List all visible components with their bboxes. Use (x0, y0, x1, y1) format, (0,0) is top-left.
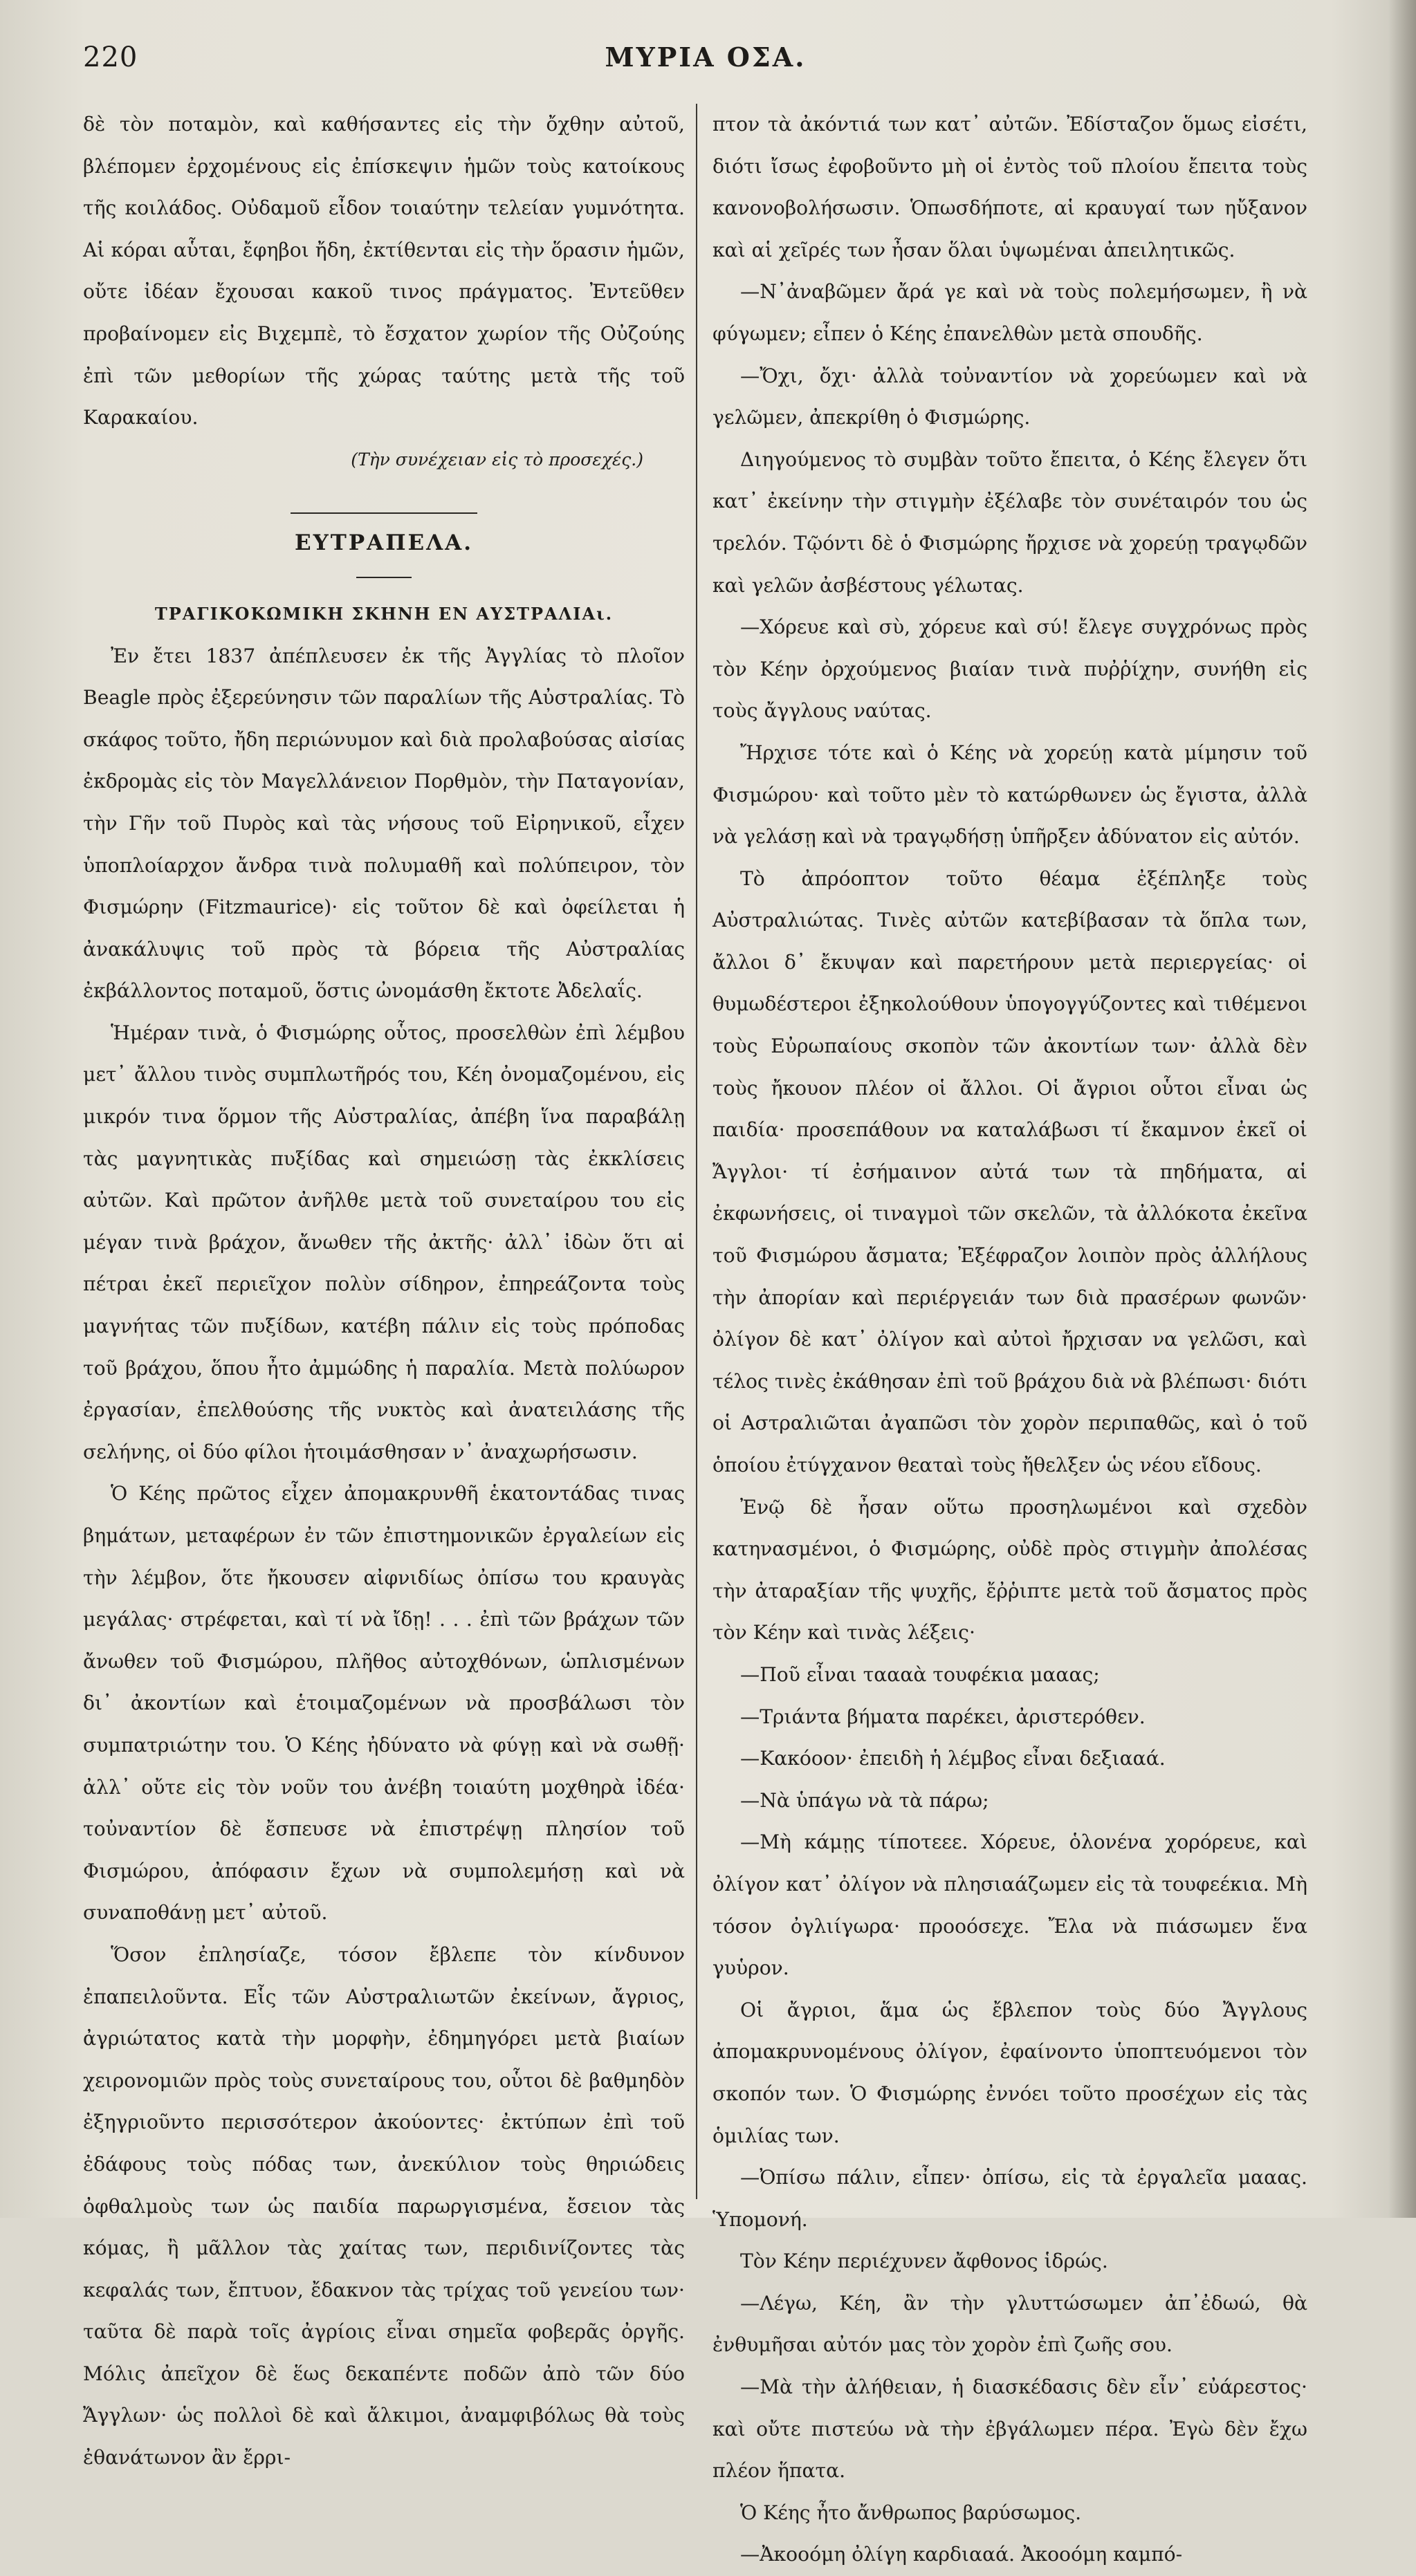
paragraph: —Ν᾽ἀναβῶμεν ἄρά γε καὶ νὰ τοὺς πολεμήσωμεν, ἢ νὰ φύγωμεν; εἶπεν ὁ Κέης ἐπανελθὼν μετὰ σπουδῆς. (712, 280, 1307, 345)
page-header (83, 41, 1328, 83)
dialogue-line: —Τριάντα βήματα παρέκει, ἀριστερόθεν. (740, 1705, 1146, 1728)
right-column (712, 104, 1307, 2576)
paragraph: δὲ τὸν ποταμὸν, καὶ καθήσαντες εἰς τὴν ὄχθην αὐτοῦ, βλέπομεν ἐρχομένους εἰς ἐπίσκεψιν ἡμῶν τοὺς κατοίκους τῆς κοιλάδος. Οὐδαμοῦ εἶδον τοιαύτην τελείαν γυμνότητα. Αἱ κόραι αὗται, ἔφηβοι ἤδη, ἐκτίθενται εἰς τὴν ὅρασιν ἡμῶν, οὔτε ἰδέαν ἔχουσαι κακοῦ τινος πράγματος. Ἐντεῦθεν προβαίνομεν εἰς Βιχεμπὲ, τὸ ἔσχατον χωρίον τῆς Οὐζούης ἐπὶ τῶν μεθορίων τῆς χώρας ταύτης μετὰ τῆς τοῦ Καρακαίου. (83, 113, 685, 429)
dialogue-line: —Ὀπίσω πάλιν, εἶπεν· ὀπίσω, εἰς τὰ ἐργαλεῖα μααας. Ὑπομονή. (712, 2166, 1307, 2231)
paragraph: Διηγούμενος τὸ συμβὰν τοῦτο ἔπειτα, ὁ Κέης ἔλεγεν ὅτι κατ᾽ ἐκείνην τὴν στιγμὴν ἐξέλαβε τὸν συνέταιρόν του ὡς τρελόν. Τῷόντι δὲ ὁ Φισμώρης ἤρχισε νὰ χορεύῃ τραγῳδῶν καὶ γελῶν ἀσβέστους γέλωτας. (712, 447, 1307, 597)
continued-note: (Τὴν συνέχειαν εἰς τὸ προσεχές.) (351, 449, 643, 470)
paragraph: Τὸ ἀπρόοπτον τοῦτο θέαμα ἐξέπληξε τοὺς Αὐστραλιώτας. Τινὲς αὐτῶν κατεβίβασαν τὰ ὅπλα των, ἄλλοι δ᾽ ἔκυψαν καὶ παρετήρουν μετὰ περιεργείας· οἱ θυμωδέστεροι ἐξηκολούθουν ὑπογογγύζοντες καὶ τιθέμενοι τοὺς Εὐρωπαίους σκοπὸν τῶν ἀκοντίων των· ἀλλὰ δὲν τοὺς ἤκουον πλέον οἱ ἄλλοι. Οἱ ἄγριοι οὗτοι εἶναι ὡς παιδία· προσεπάθουν να καταλάβωσι τί ἔκαμνον ἐκεῖ οἱ Ἄγγλοι· τί ἐσήμαινον αὐτά των τὰ πηδήματα, αἱ ἐκφωνήσεις, οἱ τιναγμοὶ τῶν σκελῶν, τὰ ἀλλόκοτα ἐκεῖνα τοῦ Φισμώρου ἄσματα; Ἐξέφραζον λοιπὸν πρὸς ἀλλήλους τὴν ἀπορίαν καὶ περιέργειάν των διὰ πρασέρων φωνῶν· ὀλίγον δὲ κατ᾽ ὀλίγον καὶ αὐτοὶ ἤρχισαν να γελῶσι, καὶ τέλος τινὲς ἐκάθησαν ἐπὶ τοῦ βράχου διὰ νὰ βλέπωσι· διότι οἱ Αστραλιῶται ἀγαπῶσι τὸν χορὸν περιπαθῶς, καὶ ὁ τοῦ ὁποίου ἐτύγχανον θεαταὶ τοὺς ἤθελξεν ὡς νέου εἴδους. (712, 867, 1307, 1476)
paragraph: —Ὄχι, ὄχι· ἀλλὰ τοὐναντίον νὰ χορεύωμεν καὶ νὰ γελῶμεν, ἀπεκρίθη ὁ Φισμώρης. (712, 364, 1307, 429)
paragraph: —Χόρευε καὶ σὺ, χόρευε καὶ σύ! ἔλεγε συγχρόνως πρὸς τὸν Κέην ὀρχούμενος βιαίαν τινὰ πυῤῥίχην, συνήθη εἰς τοὺς ἄγγλους ναύτας. (712, 615, 1307, 723)
article-title: ΤΡΑΓΙΚΟΚΩΜΙΚΗ ΣΚΗΝΗ ΕΝ ΑΥΣΤΡΑΛΙΑι. (154, 603, 614, 624)
dialogue-line: —Ἀκοοόμη ὀλίγη καρδιααά. Ἀκοοόμη καμπό- (740, 2543, 1183, 2566)
page-number: 220 (83, 41, 138, 73)
paragraph: πτον τὰ ἀκόντιά των κατ᾽ αὐτῶν. Ἐδίσταζον ὅμως εἰσέτι, διότι ἴσως ἐφοβοῦντο μὴ οἱ ἐντὸς τοῦ πλοίου ἔπειτα τοὺς κανονοβολήσωσιν. Ὁπωσδήποτε, αἱ κραυγαί των ηὔξανον καὶ αἱ χεῖρές των ἦσαν ὅλαι ὑψωμέναι ἀπειλητικῶς. (712, 113, 1307, 261)
dialogue-line: —Μὰ τὴν ἀλήθειαν, ἡ διασκέδασις δὲν εἶν᾽ εὐάρεστος· καὶ οὔτε πιστεύω νὰ τὴν ἐβγάλωμεν πέρα. Ἐγὼ δὲν ἔχω πλέον ἥπατα. (712, 2375, 1307, 2483)
left-column (83, 104, 685, 2479)
dialogue-line: —Μὴ κάμῃς τίποτεεε. Χόρευε, ὁλονένα χορόρευε, καὶ ὀλίγον κατ᾽ ὀλίγον νὰ πλησιαάζωμεν εἰς τὰ τουφεέκια. Μὴ τόσον ὀγλιίγωρα· προοόσεχε. Ἔλα νὰ πιάσωμεν ἕνα γυὑρον. (712, 1831, 1307, 1980)
dialogue-line: —Λέγω, Κέη, ἂν τὴν γλυττώσωμεν ἀπ᾽ἐδωώ, θὰ ἐνθυμῆσαι αὐτόν μας τὸν χορὸν ἐπὶ ζωῆς σου. (712, 2291, 1307, 2357)
paragraph: Ἤρχισε τότε καὶ ὁ Κέης νὰ χορεύῃ κατὰ μίμησιν τοῦ Φισμώρου· καὶ τοῦτο μὲν τὸ κατώρθωνεν ὡς ἔγιστα, ἀλλὰ νὰ γελάσῃ καὶ νὰ τραγῳδήσῃ ὑπῆρξεν ἀδύνατον εἰς αὐτόν. (712, 741, 1307, 849)
paragraph: Τὸν Κέην περιέχυνεν ἄφθονος ἱδρώς. (740, 2250, 1108, 2273)
dialogue-line: —Κακόοον· ἐπειδὴ ἡ λέμβος εἶναι δεξιααά. (740, 1747, 1166, 1770)
running-title: ΜΥΡΙΑ ΟΣΑ. (605, 41, 807, 73)
section-title: ΕΥΤΡΑΠΕΛΑ. (295, 530, 473, 556)
paragraph: Ἐν ἔτει 1837 ἀπέπλευσεν ἐκ τῆς Ἀγγλίας τὸ πλοῖον Beagle πρὸς ἐξερεύνησιν τῶν παραλίων τῆς Αὐστραλίας. Τὸ σκάφος τοῦτο, ἤδη περιώνυμον καὶ διὰ προλαβούσας αἰσίας ἐκδρομὰς εἰς τὸν Μαγελλάνειον Πορθμὸν, τὴν Παταγονίαν, τὴν Γῆν τοῦ Πυρὸς καὶ τὰς νήσους τοῦ Εἰρηνικοῦ, εἶχεν ὑποπλοίαρχον ἄνδρα τινὰ πολυμαθῆ καὶ πολύπειρον, τὸν Φισμώρην (Fitzmaurice)· εἰς τοῦτον δὲ καὶ ὀφείλεται ἡ ἀνακάλυψις τοῦ πρὸς τὰ βόρεια τῆς Αὐστραλίας ἐκβάλλοντος ποταμοῦ, ὅστις ὠνομάσθη ἔκτοτε Ἀδελαΐς. (83, 644, 685, 1003)
section-rule (291, 512, 477, 514)
title-rule (356, 577, 412, 578)
column-divider (696, 104, 697, 2199)
dialogue-line: —Ποῦ εἶναι ταααὰ τουφέκια μααας; (740, 1662, 1100, 1686)
paragraph: Οἱ ἄγριοι, ἅμα ὡς ἔβλεπον τοὺς δύο Ἄγγλους ἀπομακρυνομένους ὀλίγον, ἐφαίνοντο ὑποπτευόμενοι τὸν σκοπόν των. Ὁ Φισμώρης ἐννόει τοῦτο προσέχων εἰς τὰς ὁμιλίας των. (712, 1998, 1307, 2147)
paragraph: Ὁ Κέης ἦτο ἄνθρωπος βαρύσωμος. (740, 2501, 1082, 2524)
paragraph: Ἐνῷ δὲ ἦσαν οὕτω προσηλωμένοι καὶ σχεδὸν κατηνασμένοι, ὁ Φισμώρης, οὐδὲ πρὸς στιγμὴν ἀπολέσας τὴν ἀταραξίαν τῆς ψυχῆς, ἔῤῥιπτε μετὰ τοῦ ἄσματος πρὸς τὸν Κέην καὶ τινὰς λέξεις· (712, 1495, 1307, 1644)
paragraph: Ἡμέραν τινὰ, ὁ Φισμώρης οὗτος, προσελθὼν ἐπὶ λέμβου μετ᾽ ἄλλου τινὸς συμπλωτῆρός του, Κέη ὀνομαζομένου, εἰς μικρόν τινα ὅρμον τῆς Αὐστραλίας, ἀπέβη ἵνα παραβάλῃ τὰς μαγνητικὰς πυξίδας καὶ σημειώσῃ τὰς ἐκκλίσεις αὐτῶν. Καὶ πρῶτον ἀνῆλθε μετὰ τοῦ συνεταίρου του εἰς μέγαν τινὰ βράχον, ἄνωθεν τῆς ἀκτῆς· ἀλλ᾽ ἰδὼν ὅτι αἱ πέτραι ἐκεῖ περιεῖχον πολὺν σίδηρον, ἐπηρεάζοντα τοὺς μαγνήτας τῶν πυξίδων, κατέβη πάλιν εἰς τοὺς πρόποδας τοῦ βράχου, ὅπου ἦτο ἀμμώδης ἡ παραλία. Μετὰ πολύωρον ἐργασίαν, ἐπελθούσης τῆς νυκτὸς καὶ ἀνατειλάσης τῆς σελήνης, οἱ δύο φίλοι ἡτοιμάσθησαν ν᾽ ἀναχωρήσωσιν. (83, 1021, 685, 1463)
dialogue-line: —Νὰ ὑπάγω νὰ τὰ πάρω; (740, 1788, 989, 1812)
paragraph: Ὅσον ἐπλησίαζε, τόσον ἔβλεπε τὸν κίνδυνον ἐπαπειλοῦντα. Εἷς τῶν Αὐστραλιωτῶν ἐκείνων, ἄγριος, ἀγριώτατος κατὰ τὴν μορφὴν, ἐδημηγόρει μετὰ βιαίων χειρονομιῶν πρὸς τοὺς συνεταίρους του, οὗτοι δὲ βαθμηδὸν ἐξηγριοῦντο περισσότερον ἀκούοντες· ἐκτύπων ἐπὶ τοῦ ἐδάφους τοὺς πόδας των, ἀνεκύλιον τοὺς θηριώδεις ὀφθαλμοὺς των ὡς παιδία παρωργισμένα, ἔσειον τὰς κόμας, ἢ μᾶλλον τὰς χαίτας των, περιδινίζοντες τὰς κεφαλάς των, ἔπτυον, ἔδακνον τὰς τρίχας τοῦ γενείου των· ταῦτα δὲ παρὰ τοῖς ἀγρίοις εἶναι σημεῖα φοβερᾶς ὀργῆς. Μόλις ἀπεῖχον δὲ ἕως δεκαπέντε ποδῶν ἀπὸ τῶν δύο Ἄγγλων· ὡς πολλοὶ δὲ καὶ ἄλκιμοι, ἀναμφιβόλως θὰ τοὺς ἐθανάτωνον ἂν ἔρρι- (83, 1943, 685, 2470)
page-edge-shadow (1388, 0, 1416, 2218)
paragraph: Ὁ Κέης πρῶτος εἶχεν ἀπομακρυνθῆ ἑκατοντάδας τινας βημάτων, μεταφέρων ἐν τῶν ἐπιστημονικῶν ἐργαλείων εἰς τὴν λέμβον, ὅτε ἤκουσεν αἰφνιδίως ὀπίσω του κραυγὰς μεγάλας· στρέφεται, καὶ τί νὰ ἴδῃ! . . . ἐπὶ τῶν βράχων τῶν ἄνωθεν τοῦ Φισμώρου, πλῆθος αὐτοχθόνων, ὡπλισμένων δι᾽ ἀκοντίων καὶ ἑτοιμαζομένων νὰ προσβάλωσι τὸν συμπατριώτην του. Ὁ Κέης ἠδύνατο νὰ φύγῃ καὶ νὰ σωθῇ· ἀλλ᾽ οὔτε εἰς τὸν νοῦν του ἀνέβη τοιαύτη μοχθηρὰ ἰδέα· τοὐναντίον δὲ ἔσπευσε νὰ ἐπιστρέψῃ πλησίον τοῦ Φισμώρου, ἀπόφασιν ἔχων νὰ συμπολεμήσῃ καὶ νὰ συναποθάνῃ μετ᾽ αὐτοῦ. (83, 1482, 685, 1925)
